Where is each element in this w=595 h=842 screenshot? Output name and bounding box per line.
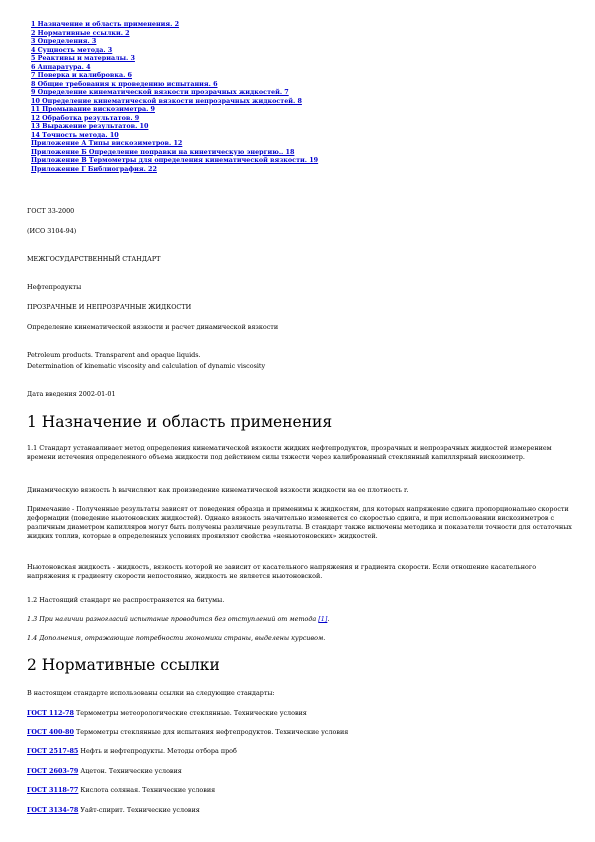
section-2-heading: 2 Нормативные ссылки [27,656,220,674]
standard-type: МЕЖГОСУДАРСТВЕННЫЙ СТАНДАРТ [27,255,161,263]
reference-link[interactable]: ГОСТ 400-80 [27,728,74,736]
toc-link[interactable]: 6 Аппаратура. 4 [31,62,91,71]
toc-link[interactable]: Приложение А Типы вискозиметров. 12 [31,139,183,147]
reference-item [27,747,572,756]
section-1-heading: 1 Назначение и область применения [27,413,333,431]
subject-title: ПРОЗРАЧНЫЕ И НЕПРОЗРАЧНЫЕ ЖИДКОСТИ [27,303,192,311]
paragraph-dynamic-viscosity: Динамическую вязкость h вычисляют как произведение кинематической вязкости жидкости на ее плотность r. [27,486,409,494]
paragraph-1-3-text: 1.3 При наличии разногласий испытание проводится без отступлений от метода [27,615,319,623]
paragraph-1-1: 1.1 Стандарт устанавливает метод определения кинематической вязкости жидких нефтепродуктов, прозрачных и непрозрачных жидкостей измерением времени истечения определенного объема жидкости под действием силы тяжести через калиброванный стеклянный капиллярный вискозиметр. [27,444,552,461]
title-russian: Определение кинематической вязкости и расчет динамической вязкости [27,323,279,331]
reference-item [27,728,572,737]
title-english-line-2: Determination of kinematic viscosity and calculation of dynamic viscosity [27,362,266,370]
toc-link[interactable]: 10 Определение кинематической вязкости непрозрачных жидкостей. 8 [31,96,302,105]
effective-date: Дата введения 2002-01-01 [27,390,116,398]
toc-link[interactable]: Приложение Б Определение поправки на кинетическую энергию.. 18 [31,147,295,156]
reference-item [27,709,572,718]
paragraph-1-2: 1.2 Настоящий стандарт не распространяется на битумы. [27,596,225,604]
standard-code: ГОСТ 33-2000 [27,207,75,215]
bibliography-ref-link[interactable]: [1] [318,615,328,623]
references-intro: В настоящем стандарте использованы ссылки на следующие стандарты: [27,689,275,697]
iso-code: (ИСО 3104-94) [27,227,77,235]
toc-link[interactable]: 9 Определение кинематической вязкости прозрачных жидкостей. 7 [31,88,289,96]
reference-link[interactable]: ГОСТ 2603-79 [27,767,79,775]
reference-link[interactable]: ГОСТ 3118-77 [27,786,79,794]
reference-link[interactable]: ГОСТ 2517-85 [27,747,79,755]
reference-item [27,767,572,776]
reference-item [27,786,572,795]
toc-link[interactable]: 11 Промывание вискозиметра. 9 [31,105,155,113]
reference-item [27,806,572,815]
table-of-contents [31,20,571,173]
title-english-line-1: Petroleum products. Transparent and opaque liquids. [27,351,201,359]
toc-link[interactable]: 1 Назначение и область применения. 2 [31,20,180,28]
toc-link[interactable]: 4 Сущность метода. 3 [31,45,113,54]
reference-title: Уайт-спирит. Технические условия [78,806,200,814]
toc-link[interactable]: 5 Реактивы и материалы. 3 [31,54,135,62]
reference-title: Кислота соляная. Технические условия [78,786,216,794]
paragraph-1-3 [27,615,572,624]
reference-title: Термометры стеклянные для испытания нефтепродуктов. Технические условия [73,728,349,736]
reference-link[interactable]: ГОСТ 3134-78 [27,806,79,814]
toc-link[interactable]: 2 Нормативные ссылки. 2 [31,28,130,37]
toc-link[interactable]: Приложение Г Библиография. 22 [31,164,157,173]
toc-link[interactable]: 7 Поверка и калибровка. 6 [31,71,132,79]
paragraph-newtonian: Ньютоновская жидкость - жидкость, вязкость которой не зависит от касательного напряжения и градиента скорости. Если отношение касательного напряжения к градиенту скорости непостоянно, жидкость не является ньютоновской. [27,563,537,580]
reference-title: Нефть и нефтепродукты. Методы отбора проб [78,747,237,755]
paragraph-1-3-end: . [327,615,330,623]
reference-title: Термометры метеорологические стеклянные. Технические условия [73,709,307,717]
reference-link[interactable]: ГОСТ 112-78 [27,709,74,717]
reference-title: Ацетон. Технические условия [78,767,182,775]
toc-link[interactable]: 12 Обработка результатов. 9 [31,113,140,122]
toc-link[interactable]: 3 Определения. 3 [31,37,97,45]
toc-link[interactable]: 8 Общие требования к проведению испытания. 6 [31,79,218,88]
product-group: Нефтепродукты [27,283,82,291]
paragraph-note: Примечание - Полученные результаты зависят от поведения образца и применимы к жидкостям, для которых напряжение сдвига пропорционально скорости деформации (поведение ньютоновских жидкостей). Однако вязкость значительно изменяется со скоростью сдвига, и при использовании вискозиметров с различным диаметром капилляров могут быть получены различные результаты. В стандарт также включены методика и показатели точности для остаточных жидких топлив, которые в определенных условиях проявляют свойства «неньютоновских» жидкостей. [27,505,572,540]
toc-link[interactable]: 14 Точность метода. 10 [31,130,119,139]
toc-link[interactable]: Приложение В Термометры для определения кинематической вязкости. 19 [31,156,319,164]
toc-link[interactable]: 13 Выражение результатов. 10 [31,122,149,130]
paragraph-1-4: 1.4 Дополнения, отражающие потребности экономики страны, выделены курсивом. [27,634,326,642]
